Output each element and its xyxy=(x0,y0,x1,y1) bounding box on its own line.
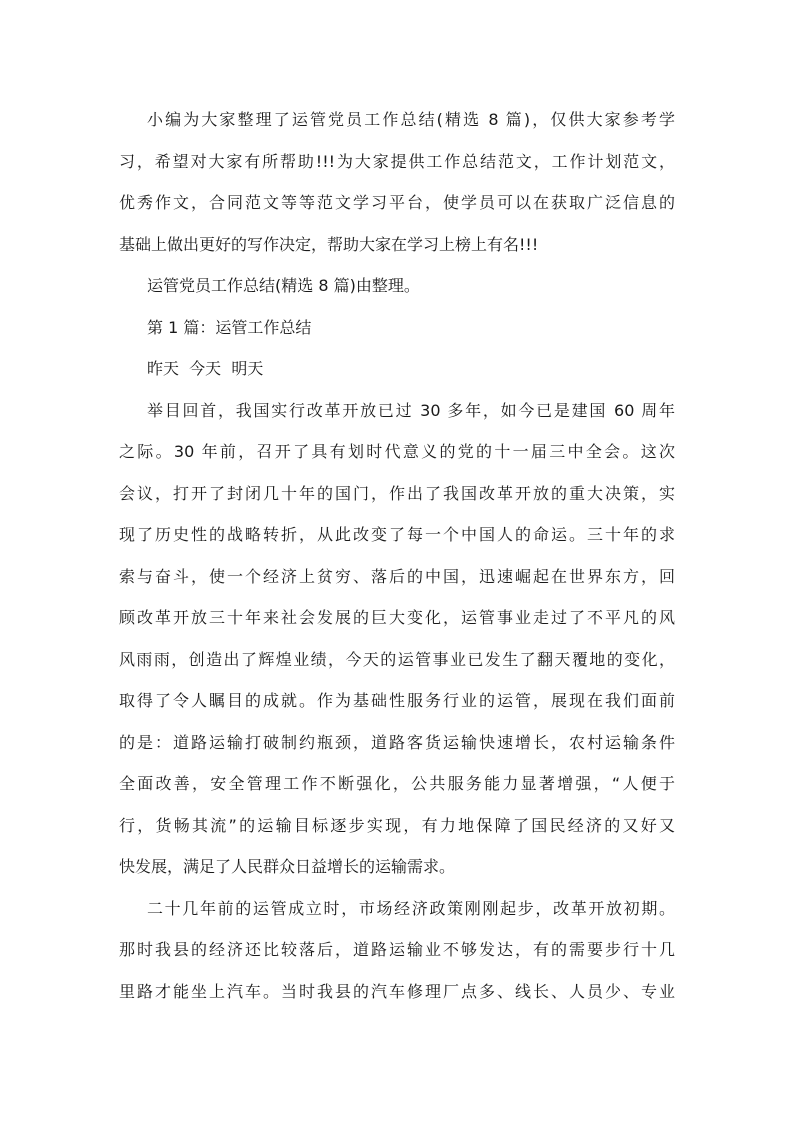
text-line: 二十几年前的运管成立时，市场经济政策刚刚起步，改革开放初期。 xyxy=(147,898,675,918)
text-line: 优秀作文，合同范文等等范文学习平台，使学员可以在获取广泛信息的 xyxy=(119,193,675,212)
text-line: 里路才能坐上汽车。当时我县的汽车修理厂点多、线长、人员少、专业 xyxy=(119,981,675,1001)
text-line: 第 1 篇：运管工作总结 xyxy=(147,317,312,337)
text-line: 风雨雨，创造出了辉煌业绩，今天的运管事业已发生了翻天覆地的变化， xyxy=(119,649,675,669)
text-line: 习，希望对大家有所帮助!!!为大家提供工作总结范文，工作计划范文， xyxy=(119,151,675,171)
text-line: 全面改善，安全管理工作不断强化，公共服务能力显著增强，“人便于 xyxy=(119,774,675,793)
text-line: 索与奋斗，使一个经济上贫穷、落后的中国，迅速崛起在世界东方，回 xyxy=(119,566,675,586)
text-line: 基础上做出更好的写作决定，帮助大家在学习上榜上有名!!! xyxy=(119,234,539,254)
text-line: 会议，打开了封闭几十年的国门，作出了我国改革开放的重大决策，实 xyxy=(119,483,675,503)
text-line: 顾改革开放三十年来社会发展的巨大变化，运管事业走过了不平凡的风 xyxy=(119,608,675,627)
text-line: 昨天 今天 明天 xyxy=(147,359,264,378)
text-line: 取得了令人瞩目的成就。作为基础性服务行业的运管，展现在我们面前 xyxy=(119,691,675,710)
text-line: 那时我县的经济还比较落后，道路运输业不够发达，有的需要步行十几 xyxy=(119,940,675,959)
paragraph-review xyxy=(119,390,675,888)
text-line: 运管党员工作总结(精选 8 篇)由整理。 xyxy=(147,276,420,295)
section-heading xyxy=(119,307,675,349)
text-line: 快发展，满足了人民群众日益增长的运输需求。 xyxy=(119,857,456,876)
text-line: 之际。30 年前，召开了具有划时代意义的党的十一届三中全会。这次 xyxy=(119,442,675,461)
text-line: 行，货畅其流”的运输目标逐步实现，有力地保障了国民经济的又好又 xyxy=(119,815,675,835)
paragraph-history xyxy=(119,888,675,1013)
paragraph-compiled-note xyxy=(119,265,675,307)
document-body xyxy=(119,99,675,1012)
text-line: 现了历史性的战略转折，从此改变了每一个中国人的命运。三十年的求 xyxy=(119,525,675,544)
text-line: 举目回首，我国实行改革开放已过 30 多年，如今已是建国 60 周年 xyxy=(147,400,675,420)
text-line: 小编为大家整理了运管党员工作总结(精选 8 篇)，仅供大家参考学 xyxy=(147,110,675,129)
text-line: 的是：道路运输打破制约瓶颈，道路客货运输快速增长，农村运输条件 xyxy=(119,732,675,752)
section-subheading xyxy=(119,348,675,390)
paragraph-intro xyxy=(119,99,675,265)
